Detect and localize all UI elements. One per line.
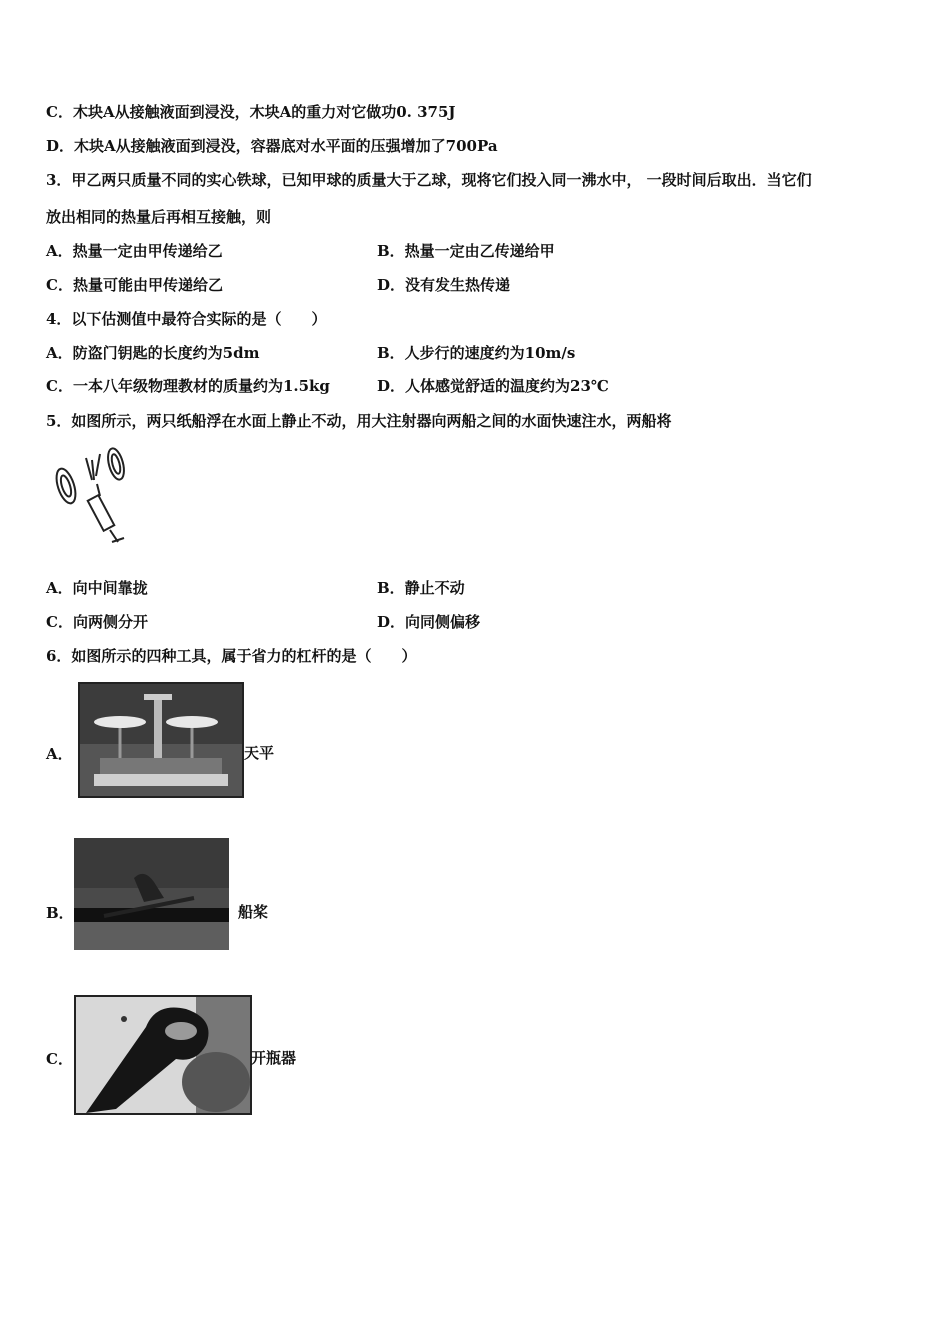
q5-option-b: B．静止不动: [377, 579, 465, 597]
q5-option-c: C．向两侧分开: [46, 613, 148, 631]
q6-option-a-label: A．: [46, 745, 73, 763]
bottle-opener-photo: [74, 995, 252, 1115]
q4-option-b: B．人步行的速度约为10m/s: [377, 344, 576, 362]
question-5: 5．如图所示，两只纸船浮在水面上静止不动，用大注射器向两船之间的水面快速注水，两船将: [46, 412, 672, 430]
q5-option-a: A．向中间靠拢: [46, 579, 148, 597]
q3-option-d: D．没有发生热传递: [377, 276, 511, 294]
q5-option-d: D．向同侧偏移: [377, 613, 481, 631]
balance-photo: [78, 682, 244, 798]
oar-photo: [74, 838, 229, 950]
q6-option-b-label: B．: [46, 904, 74, 922]
question-3-line1: 3．甲乙两只质量不同的实心铁球，已知甲球的质量大于乙球，现将它们投入同一沸水中， 一段时间后取出．当它们: [46, 171, 812, 189]
q4-option-c: C．一本八年级物理教材的质量约为1.5kg: [46, 377, 330, 395]
q4-option-d: D．人体感觉舒适的温度约为23℃: [377, 377, 609, 395]
boats-syringe-figure: [48, 446, 144, 546]
option-d-q2: D．木块A从接触液面到浸没，容器底对水平面的压强增加了700Pa: [46, 137, 498, 155]
q3-option-b: B．热量一定由乙传递给甲: [377, 242, 555, 260]
question-4: 4．以下估测值中最符合实际的是（ ）: [46, 310, 327, 328]
q6-option-b-caption: 船桨: [238, 903, 269, 921]
q6-option-c-caption: 开瓶器: [251, 1049, 297, 1067]
q6-option-a-caption: 天平: [244, 744, 275, 762]
q6-option-c-label: C．: [46, 1050, 73, 1068]
option-c-q2: C．木块A从接触液面到浸没，木块A的重力对它做功0. 375J: [46, 103, 456, 121]
q3-option-a: A．热量一定由甲传递给乙: [46, 242, 223, 260]
q3-option-c: C．热量可能由甲传递给乙: [46, 276, 223, 294]
question-3-line2: 放出相同的热量后再相互接触，则: [46, 208, 272, 226]
question-6: 6．如图所示的四种工具，属于省力的杠杆的是（ ）: [46, 647, 417, 665]
q4-option-a: A．防盗门钥匙的长度约为5dm: [46, 344, 260, 362]
